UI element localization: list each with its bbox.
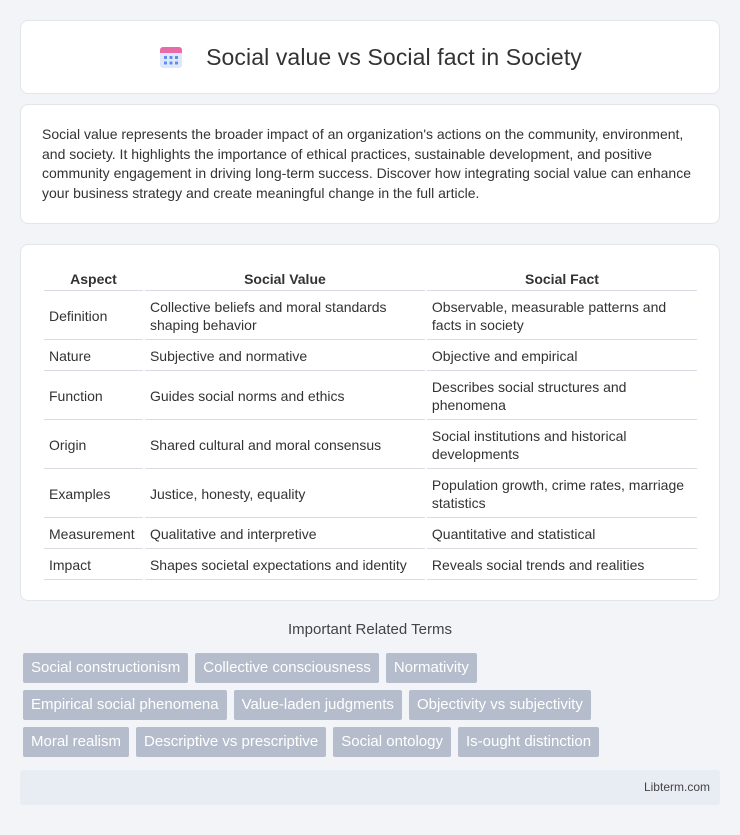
header-card	[20, 20, 720, 94]
cell-social-fact: Quantitative and statistical	[427, 520, 697, 549]
table-row	[44, 551, 697, 580]
cell-social-fact: Objective and empirical	[427, 342, 697, 371]
table-row	[44, 520, 697, 549]
cell-social-value: Qualitative and interpretive	[145, 520, 425, 549]
tag-normativity[interactable]: Normativity	[386, 653, 477, 683]
comparison-table	[42, 265, 699, 582]
cell-aspect: Measurement	[44, 520, 143, 549]
header-social-fact: Social Fact	[427, 267, 697, 291]
related-terms-title: Important Related Terms	[288, 621, 452, 638]
footer-site-link[interactable]: Libterm.com	[643, 780, 710, 794]
tag-collective-consciousness[interactable]: Collective consciousness	[195, 653, 379, 683]
cell-aspect: Function	[44, 373, 143, 420]
cell-social-value: Guides social norms and ethics	[145, 373, 425, 420]
header-aspect: Aspect	[44, 267, 143, 291]
cell-social-value: Shapes societal expectations and identity	[145, 551, 425, 580]
tag-social-ontology[interactable]: Social ontology	[333, 727, 451, 757]
cell-social-fact: Population growth, crime rates, marriage statistics	[427, 471, 697, 518]
header-social-value: Social Value	[145, 267, 425, 291]
tag-row	[23, 690, 723, 720]
cell-aspect: Origin	[44, 422, 143, 469]
cell-social-fact: Describes social structures and phenomena	[427, 373, 697, 420]
cell-aspect: Impact	[44, 551, 143, 580]
tag-is-ought-distinction[interactable]: Is-ought distinction	[458, 727, 599, 757]
cell-social-value: Justice, honesty, equality	[145, 471, 425, 518]
footer	[20, 770, 720, 805]
tag-value-laden-judgments[interactable]: Value-laden judgments	[234, 690, 402, 720]
tag-social-constructionism[interactable]: Social constructionism	[23, 653, 188, 683]
tag-moral-realism[interactable]: Moral realism	[23, 727, 129, 757]
cell-aspect: Nature	[44, 342, 143, 371]
cell-social-fact: Social institutions and historical developments	[427, 422, 697, 469]
tag-empirical-social-phenomena[interactable]: Empirical social phenomena	[23, 690, 227, 720]
table-row	[44, 471, 697, 518]
table-row	[44, 373, 697, 420]
cell-social-fact: Observable, measurable patterns and facts in society	[427, 293, 697, 340]
page-title: Social value vs Social fact in Society	[206, 43, 582, 70]
table-row	[44, 293, 697, 340]
cell-aspect: Definition	[44, 293, 143, 340]
cell-aspect: Examples	[44, 471, 143, 518]
cell-social-value: Subjective and normative	[145, 342, 425, 371]
table-row	[44, 422, 697, 469]
tag-objectivity-vs-subjectivity[interactable]: Objectivity vs subjectivity	[409, 690, 591, 720]
calendar-grid-icon	[158, 44, 184, 70]
intro-card	[20, 104, 720, 224]
cell-social-value: Collective beliefs and moral standards shaping behavior	[145, 293, 425, 340]
comparison-card	[20, 244, 720, 601]
tag-row	[23, 653, 723, 683]
tag-row	[23, 727, 723, 757]
intro-text: Social value represents the broader impact of an organization's actions on the community, environment, and society. It highlights the importance of ethical practices, sustainable development, and positive community engagement in driving long-term success. Discover how integrating social value can enhance your business strategy and create meaningful change in the full article.	[42, 126, 691, 201]
table-row	[44, 342, 697, 371]
cell-social-value: Shared cultural and moral consensus	[145, 422, 425, 469]
tag-descriptive-vs-prescriptive[interactable]: Descriptive vs prescriptive	[136, 727, 326, 757]
table-header-row	[44, 267, 697, 291]
related-terms-list	[23, 653, 723, 764]
cell-social-fact: Reveals social trends and realities	[427, 551, 697, 580]
